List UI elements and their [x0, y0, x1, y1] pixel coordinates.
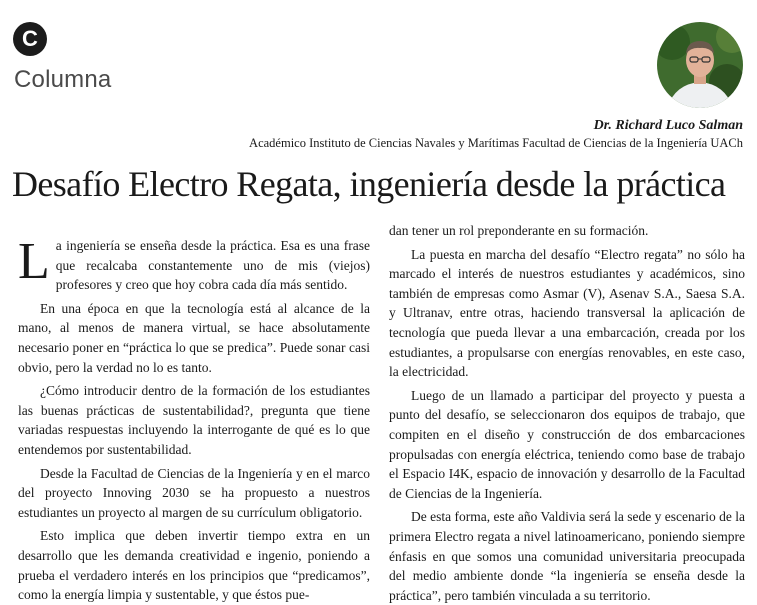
article-paragraph: Luego de un llamado a participar del proyecto y puesta a punto del desafío, se seleccionaron dos equipos de trabajo, que compiten en el diseño y construcción de dos embarcaciones propulsadas con energía eléctrica, teniendo como base de trabajo el Espacio I4K, espacio de innovación y desarrollo de la Facultad de Ciencias de la Ingeniería. [389, 387, 745, 501]
article-column-left [18, 233, 370, 605]
article-paragraph: dan tener un rol preponderante en su formación. [389, 223, 649, 238]
article-paragraph: La puesta en marcha del desafío “Electro regata” no sólo ha marcado el interés de nuestros estudiantes y académicos, sino también de empresas como Asmar (V), Asenav S.A., Saesa S.A. y Ultranav, entre otras, haciendo transversal la aplicación de tecnología que pueda llevar a una embarcación, creada por los estudiantes, a propulsarse con energías renovables, en este caso, la electricidad. [389, 246, 745, 380]
article-paragraph: En una época en que la tecnología está al alcance de la mano, al menos de manera virtual, se hace absolutamente necesario poner en “práctica lo que se predica”. Puede sonar casi obvio, pero la verdad no lo es tanto. [18, 300, 370, 375]
article-paragraph: Desde la Facultad de Ciencias de la Ingeniería y en el marco del proyecto Innoving 2030 se ha propuesto a nuestros estudiantes un proyecto al margen de su currículum obligatorio. [18, 465, 370, 520]
article-paragraph: ¿Cómo introducir dentro de la formación de los estudiantes las buenas prácticas de sustentabilidad?, pregunta que tiene variadas respuestas incluyendo la interrogante de qué es lo que entendemos por sustentabilidad. [18, 383, 370, 457]
author-name: Dr. Richard Luco Salman [593, 118, 743, 133]
drop-cap: L [18, 233, 50, 290]
author-portrait-icon [657, 22, 743, 108]
author-role: Académico Instituto de Ciencias Navales y Marítimas Facultad de Ciencias de la Ingeniería UACh [249, 136, 743, 150]
article-column-right [389, 221, 745, 605]
section-badge-letter: C [22, 26, 38, 51]
article-paragraph: Esto implica que deben invertir tiempo extra en un desarrollo que les demanda creatividad e ingenio, poniendo a prueba el verdadero interés en los principios que “predicamos”, como la energía limpia y sustentable, y que éstos pue- [18, 528, 370, 603]
headline: Desafío Electro Regata, ingeniería desde la práctica [12, 164, 726, 204]
article-paragraph: La ingeniería se enseña desde la práctica. Esa es una frase que recalcaba constantemente uno de mis (viejos) profesores y creo que hoy cobra cada día más sentido. [18, 233, 370, 293]
article-paragraph: De esta forma, este año Valdivia será la sede y escenario de la primera Electro regata a nivel latinoamericano, poniendo siempre énfasis en que somos una comunidad universitaria preocupada del medio ambiente donde “la ingeniería se enseña desde la práctica”, pero también vinculada a su territorio. [389, 509, 745, 603]
section-badge [13, 22, 47, 56]
section-label: Columna [14, 66, 112, 93]
